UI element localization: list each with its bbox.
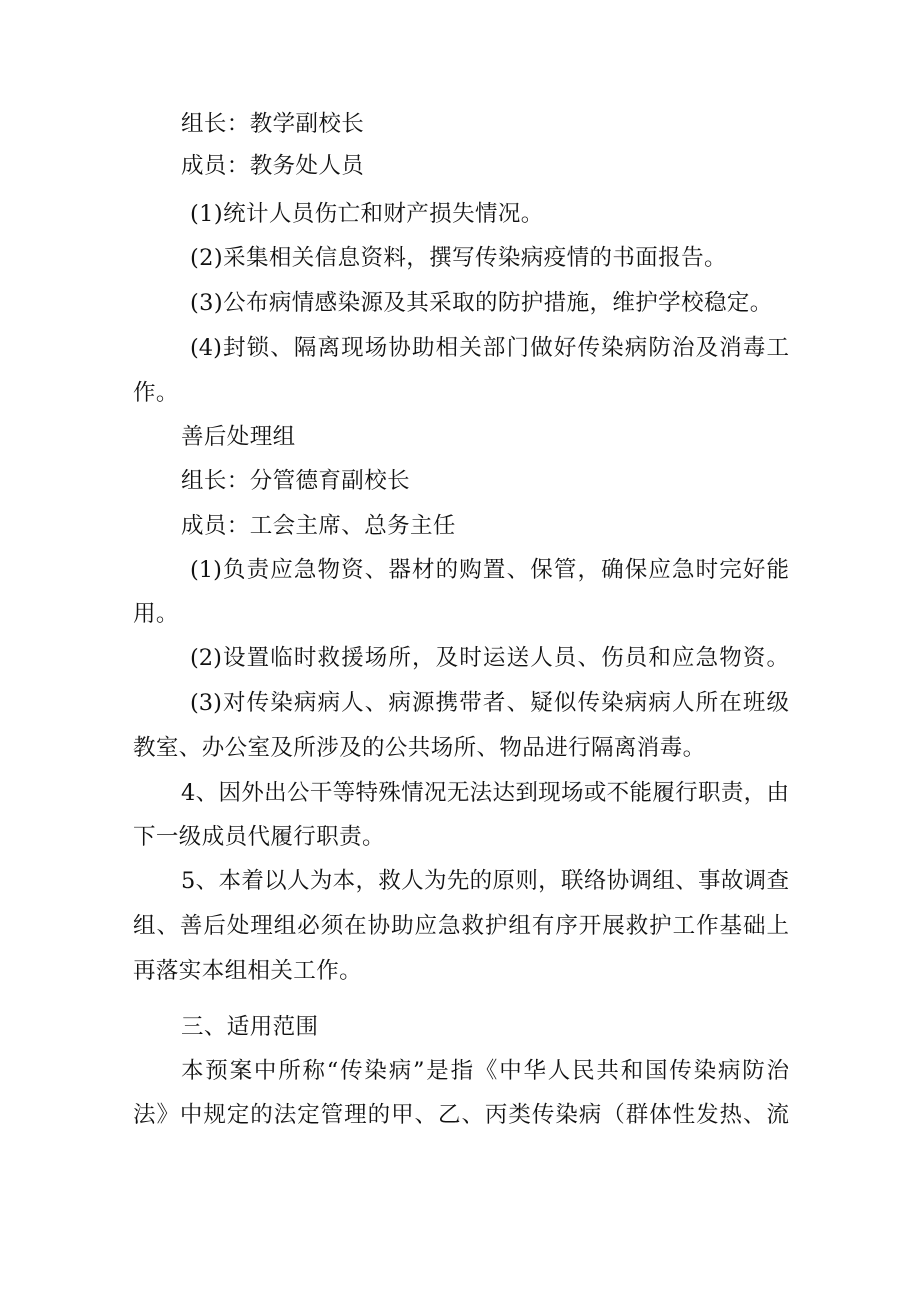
task-item-3: (3)公布病情感染源及其采取的防护措施，维护学校稳定。: [190, 290, 773, 316]
task-item-2: (2)采集相关信息资料，撰写传染病疫情的书面报告。: [190, 245, 727, 271]
scope-paragraph-line-2: 法》中规定的法定管理的甲、乙、丙类传染病（群体性发热、流: [133, 1102, 789, 1128]
aftermath-item-2: (2)设置临时救援场所，及时运送人员、伤员和应急物资。: [190, 645, 789, 671]
aftermath-item-1-line-2: 用。: [133, 601, 179, 627]
aftermath-item-1-line-1: (1)负责应急物资、器材的购置、保管，确保应急时完好能: [190, 557, 789, 583]
task-item-4-line-2: 作。: [133, 380, 179, 406]
point-5-line-1: 5、本着以人为本，救人为先的原则，联络协调组、事故调查: [181, 868, 789, 894]
aftermath-members-line: 成员：工会主席、总务主任: [181, 513, 456, 539]
point-4-line-2: 下一级成员代履行职责。: [133, 824, 385, 850]
aftermath-item-3-line-1: (3)对传染病病人、病源携带者、疑似传染病病人所在班级: [190, 690, 789, 716]
team-leader-line: 组长：教学副校长: [181, 111, 365, 137]
team-members-line: 成员：教务处人员: [181, 153, 365, 179]
aftermath-group-heading: 善后处理组: [181, 424, 296, 450]
point-5-line-2: 组、善后处理组必须在协助应急救护组有序开展救护工作基础上: [133, 913, 789, 939]
scope-heading: 三、适用范围: [181, 1014, 319, 1040]
point-4-line-1: 4、因外出公干等特殊情况无法达到现场或不能履行职责，由: [181, 780, 789, 806]
scope-paragraph-line-1: 本预案中所称“传染病”是指《中华人民共和国传染病防治: [181, 1058, 789, 1084]
aftermath-leader-line: 组长：分管德育副校长: [181, 468, 411, 494]
task-item-4-line-1: (4)封锁、隔离现场协助相关部门做好传染病防治及消毒工: [190, 335, 789, 361]
point-5-line-3: 再落实本组相关工作。: [133, 958, 363, 984]
task-item-1: (1)统计人员伤亡和财产损失情况。: [190, 201, 544, 227]
aftermath-item-3-line-2: 教室、办公室及所涉及的公共场所、物品进行隔离消毒。: [133, 735, 706, 761]
